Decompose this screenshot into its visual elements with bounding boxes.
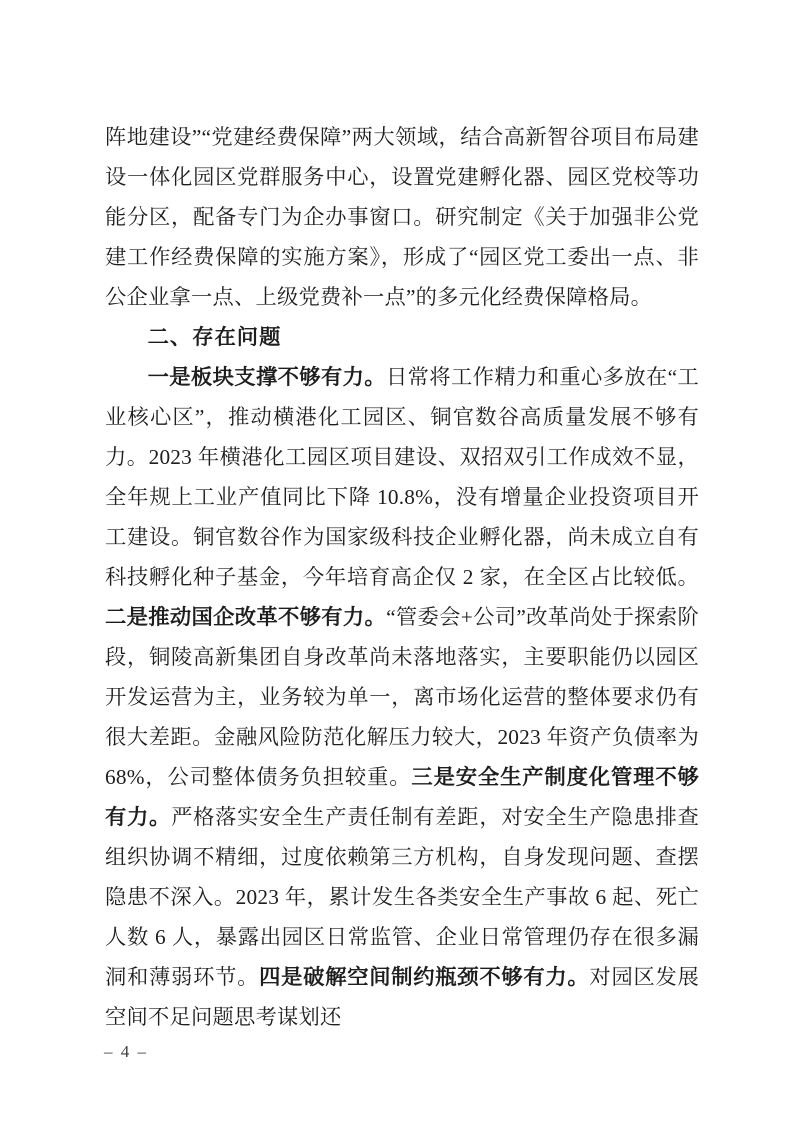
point-1-body-text: 日常将工作精力和重心多放在“工业核心区”，推动横港化工园区、铜官数谷高质量发展不够有力。2023 年横港化工园区项目建设、双招双引工作成效不显，全年规上工业产值同比下降 10.8%，没有增量企业投资项目开工建设。铜官数谷作为国家级科技企业孵化器，尚未成立自有科技孵化种子基金，今年培育高企仅 2 家，在全区占比较低。 — [105, 365, 699, 589]
paragraph-continuation: 阵地建设”“党建经费保障”两大领域，结合高新智谷项目布局建设一体化园区党群服务中心，设置党建孵化器、园区党校等功能分区，配备专门为企办事窗口。研究制定《关于加强非公党建工作经费保障的实施方案》，形成了“园区党工委出一点、非公企业拿一点、上级党费补一点”的多元化经费保障格局。 — [105, 125, 699, 309]
bold-point-4-label: 四是破解空间制约瓶颈不够有力。 — [259, 965, 590, 989]
paragraph-problems — [105, 357, 699, 1037]
page-number: – 4 – — [104, 1042, 148, 1061]
document-body — [105, 117, 699, 1037]
point-4-body-text: 对园区发展空间不足问题思考谋划还 — [105, 965, 699, 1029]
bold-point-3-label: 三是安全生产制度化管理不够有力。 — [105, 765, 699, 829]
point-3-body-text: 严格落实安全生产责任制有差距，对安全生产隐患排查组织协调不精细，过度依赖第三方机构，自身发现问题、查摆隐患不深入。2023 年，累计发生各类安全生产事故 6 起、死亡人数 6 人，暴露出园区日常监管、企业日常管理仍存在很多漏洞和薄弱环节。 — [105, 805, 699, 989]
bold-point-1-label: 一是板块支撑不够有力。 — [147, 365, 386, 389]
section-heading-problems: 二、存在问题 — [147, 325, 282, 349]
point-2-body-text: “管委会+公司”改革尚处于探索阶段，铜陵高新集团自身改革尚未落地落实，主要职能仍以园区开发运营为主，业务较为单一，离市场化运营的整体要求仍有很大差距。金融风险防范化解压力较大，2023 年资产负债率为 68%，公司整体债务负担较重。 — [105, 605, 699, 789]
bold-point-2-label: 二是推动国企改革不够有力。 — [105, 605, 387, 629]
